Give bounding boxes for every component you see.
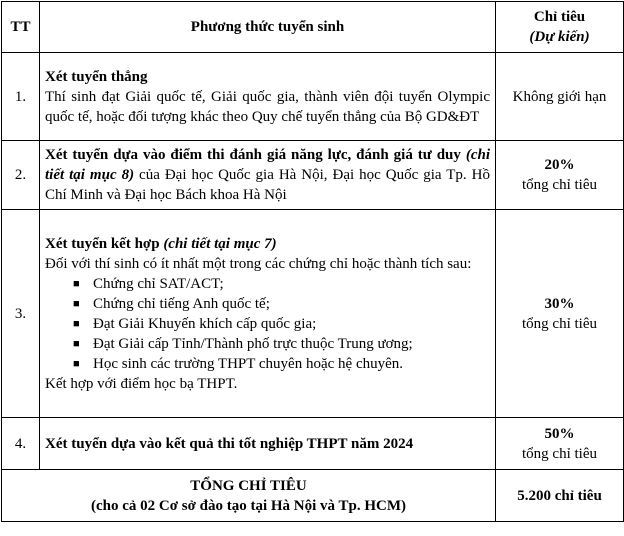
quota-cell <box>496 418 624 470</box>
criteria-list <box>45 274 490 374</box>
header-quota <box>496 2 624 53</box>
header-tt: TT <box>2 2 40 53</box>
list-item: ■ Chứng chỉ SAT/ACT; <box>45 274 490 294</box>
quota-sub: tổng chỉ tiêu <box>522 315 597 332</box>
row-number: 4. <box>2 418 40 470</box>
quota-percent: 20% <box>544 157 575 173</box>
method-description: Thí sinh đạt Giải quốc tế, Giải quốc gia, thành viên đội tuyển Olympic quốc tế, hoặc đối tượng khác theo Quy chế tuyển thẳng của Bộ GD&ĐT <box>45 88 490 125</box>
header-quota-note: (Dự kiến) <box>529 29 590 45</box>
table-row <box>2 210 624 418</box>
method-cell <box>40 210 496 418</box>
quota-cell <box>496 141 624 210</box>
quota-percent: 30% <box>544 295 575 312</box>
method-outro: Kết hợp với điểm học bạ THPT. <box>45 375 238 392</box>
row-number: 3. <box>2 210 40 418</box>
row-number: 2. <box>2 141 40 210</box>
total-label-cell <box>2 470 496 522</box>
method-title: Xét tuyển kết hợp <box>45 235 160 252</box>
quota-percent: 50% <box>544 425 575 442</box>
method-cell <box>40 53 496 141</box>
method-title-note: (chi tiết tại mục 7) <box>163 235 277 252</box>
total-value: 5.200 chỉ tiêu <box>496 470 624 522</box>
table-row <box>2 418 624 470</box>
list-item: ■ Đạt Giải cấp Tỉnh/Thành phố trực thuộc Trung ương; <box>45 334 490 354</box>
quota-sub: tổng chỉ tiêu <box>522 445 597 462</box>
row-number: 1. <box>2 53 40 141</box>
header-quota-label: Chỉ tiêu <box>533 9 586 25</box>
method-cell <box>40 141 496 210</box>
admission-table <box>1 1 624 522</box>
table-header-row <box>2 2 624 53</box>
list-item: ■ Học sinh các trường THPT chuyên hoặc hệ chuyên. <box>45 354 490 374</box>
table-row <box>2 141 624 210</box>
list-item: ■ Đạt Giải Khuyến khích cấp quốc gia; <box>45 314 490 334</box>
method-title: Xét tuyển dựa vào kết quả thi tốt nghiệp THPT năm 2024 <box>45 435 414 452</box>
total-label: TỔNG CHỈ TIÊU <box>190 477 307 494</box>
quota-sub: tổng chỉ tiêu <box>522 177 597 193</box>
method-cell <box>40 418 496 470</box>
method-intro: Đối với thí sinh có ít nhất một trong các chứng chỉ hoặc thành tích sau: <box>45 255 472 272</box>
quota-cell <box>496 210 624 418</box>
list-item: ■ Chứng chỉ tiếng Anh quốc tế; <box>45 294 490 314</box>
header-method: Phương thức tuyển sinh <box>40 2 496 53</box>
total-row <box>2 470 624 522</box>
method-title: Xét tuyển thẳng <box>45 68 148 85</box>
table-row <box>2 53 624 141</box>
method-title: Xét tuyển dựa vào điểm thi đánh giá năng lực, đánh giá tư duy <box>45 147 461 163</box>
method-description: của Đại học Quốc gia Hà Nội, Đại học Quốc gia Tp. Hồ Chí Minh và Đại học Bách khoa Hà Nội <box>45 167 490 203</box>
total-note: (cho cả 02 Cơ sở đào tạo tại Hà Nội và Tp. HCM) <box>90 497 407 514</box>
method-title-note: (chi tiết tại mục 8) <box>45 147 491 183</box>
quota-cell: Không giới hạn <box>496 53 624 141</box>
